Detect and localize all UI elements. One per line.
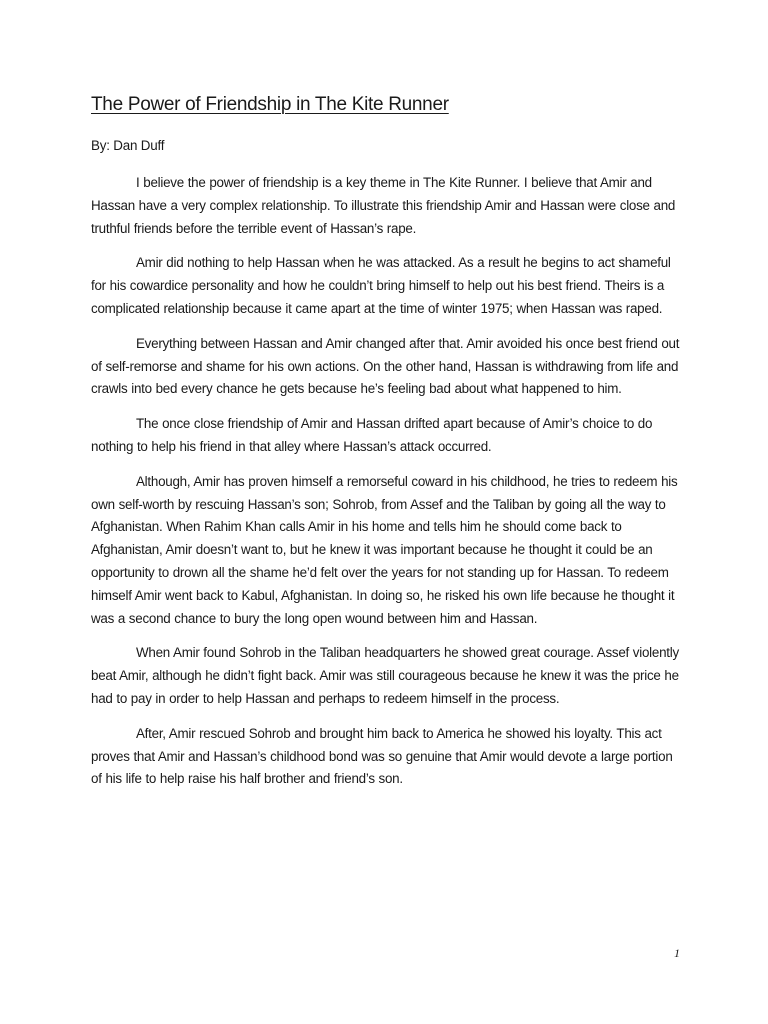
document-body: [91, 172, 681, 803]
paragraph-4: The once close friendship of Amir and Hassan drifted apart because of Amir’s choice to do nothing to help his friend in that alley where Hassan’s attack occurred.: [91, 416, 653, 454]
paragraph-2: Amir did nothing to help Hassan when he was attacked. As a result he begins to act shameful for his cowardice personality and how he couldn’t bring himself to help out his best friend. Theirs is a complicated relationship because it came apart at the time of winter 1975; when Hassan was raped.: [91, 255, 671, 316]
document-title: The Power of Friendship in The Kite Runner: [91, 94, 449, 115]
paragraph-3: Everything between Hassan and Amir changed after that. Amir avoided his once best friend out of self-remorse and shame for his own actions. On the other hand, Hassan is withdrawing from life and crawls into bed every chance he gets because he’s feeling bad about what happened to him.: [91, 335, 680, 397]
paragraph-7: After, Amir rescued Sohrob and brought him back to America he showed his loyalty. This act proves that Amir and Hassan’s childhood bond was so genuine that Amir would devote a large portion of his life to help raise his half brother and friend’s son.: [91, 725, 673, 787]
author-byline: By: Dan Duff: [91, 138, 165, 153]
page-number: 1: [674, 946, 680, 960]
paragraph-6: When Amir found Sohrob in the Taliban headquarters he showed great courage. Assef violently beat Amir, although he didn’t fight back. Amir was still courageous because he knew it was the price he had to pay in order to help Hassan and perhaps to redeem himself in the process.: [91, 645, 679, 706]
paragraph-1: I believe the power of friendship is a key theme in The Kite Runner. I believe that Amir and Hassan have a very complex relationship. To illustrate this friendship Amir and Hassan were close and truthful friends before the terrible event of Hassan’s rape.: [91, 175, 676, 236]
paragraph-5: Although, Amir has proven himself a remorseful coward in his childhood, he tries to redeem his own self-worth by rescuing Hassan’s son; Sohrob, from Assef and the Taliban by going all the way to Afghanistan. When Rahim Khan calls Amir in his home and tells him he should come back to Afghanistan, Amir doesn’t want to, but he knew it was important because he thought it could be an opportunity to drown all the shame he’d felt over the years for not standing up for Hassan. To redeem himself Amir went back to Kabul, Afghanistan. In doing so, he risked his own life because he thought it was a second chance to bury the long open wound between him and Hassan.: [91, 473, 678, 626]
